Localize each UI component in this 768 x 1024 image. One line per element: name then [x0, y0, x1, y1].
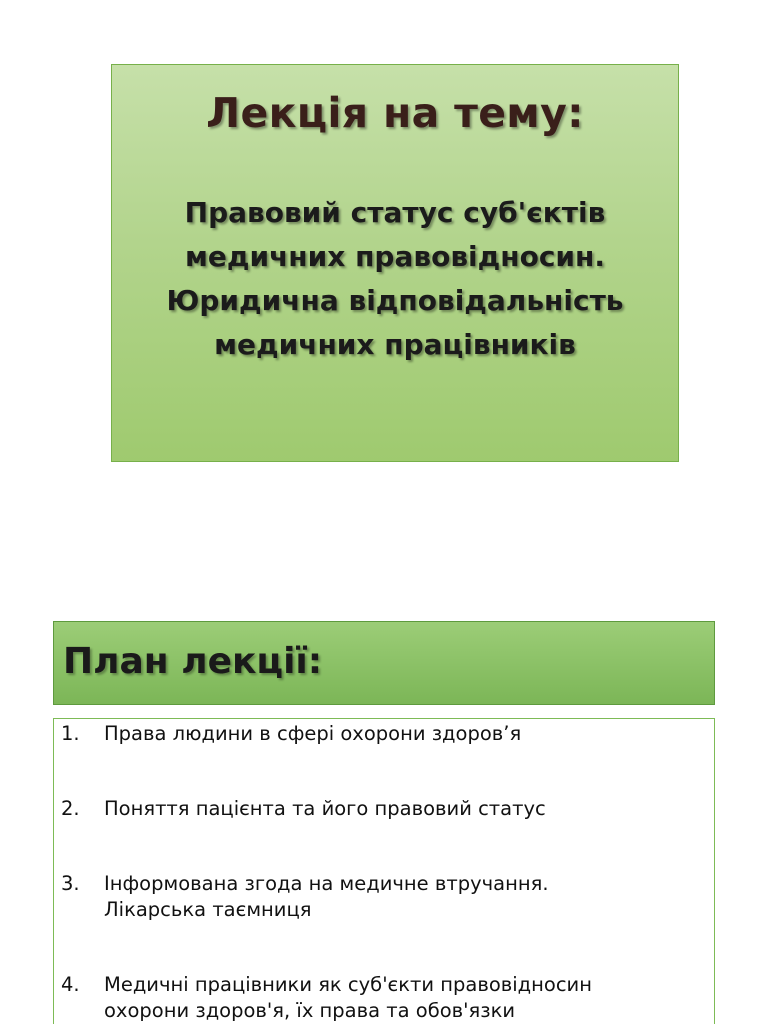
- topic-line: Юридична відповідальність: [166, 284, 624, 317]
- plan-item-line: Поняття пацієнта та його правовий статус: [104, 797, 546, 820]
- plan-item-number: 1.: [61, 722, 80, 745]
- lecture-topic: [112, 191, 678, 367]
- plan-item-line: Права людини в сфері охорони здоров’я: [104, 722, 522, 745]
- plan-item-text: [104, 871, 704, 923]
- plan-item-number: 4.: [61, 973, 80, 996]
- topic-line: медичних працівників: [214, 328, 576, 361]
- plan-title: План лекції:: [63, 641, 323, 682]
- plan-list: [53, 718, 715, 1024]
- plan-item-number: 3.: [61, 872, 80, 895]
- plan-item-line: Медичні працівники як суб'єкти правовідносин: [104, 973, 592, 996]
- plan-item-text: [104, 796, 704, 822]
- title-slide: [111, 64, 679, 462]
- plan-item-text: [104, 972, 704, 1024]
- plan-item-number: 2.: [61, 797, 80, 820]
- plan-header: [53, 621, 715, 705]
- lecture-heading: Лекція на тему:: [206, 89, 584, 137]
- plan-item-text: [104, 721, 704, 747]
- plan-item-line: охорони здоров'я, їх права та обов'язки: [104, 999, 516, 1022]
- topic-line: медичних правовідносин.: [184, 240, 606, 273]
- topic-line: Правовий статус суб'єктів: [184, 196, 606, 229]
- plan-item-line: Інформована згода на медичне втручання.: [104, 872, 549, 895]
- plan-item-line: Лікарська таємниця: [104, 898, 312, 921]
